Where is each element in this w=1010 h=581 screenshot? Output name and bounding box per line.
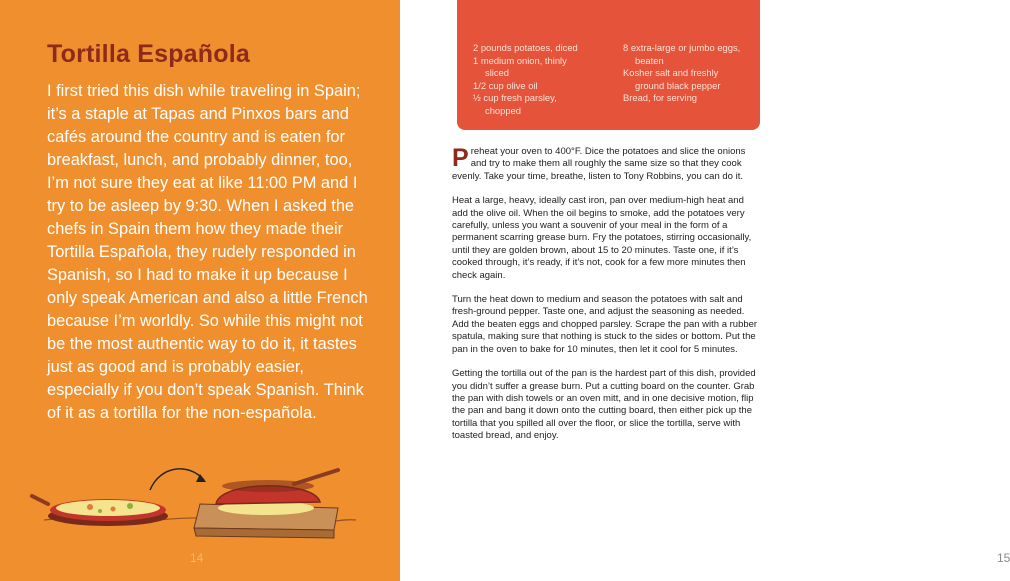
- page-number-right: 15: [997, 551, 1010, 565]
- ingredient-item: 2 pounds potatoes, diced: [473, 42, 578, 53]
- cutting-board-icon: [194, 501, 338, 538]
- recipe-title: Tortilla Española: [47, 40, 250, 68]
- method-text: [452, 146, 762, 455]
- method-paragraph-1: Preheat your oven to 400°F. Dice the potatoes and slice the onions and try to make them all roughly the same size so that they cook evenly. Take your time, breathe, listen to Tony Robbins, you can do it.: [452, 144, 746, 182]
- ingredient-item: ½ cup fresh parsley, chopped: [473, 92, 557, 116]
- right-page: [400, 0, 1010, 581]
- ingredient-item: 8 extra-large or jumbo eggs, beaten: [623, 42, 741, 66]
- pan-left-icon: [32, 496, 168, 526]
- ingredients-box: [457, 0, 760, 130]
- drop-cap: P: [452, 144, 469, 172]
- intro-text: I first tried this dish while traveling in Spain; it’s a staple at Tapas and Pinxos bars and cafés around the country and is eaten for breakfast, lunch, and probably dinner, too, I’m not sure they eat at like 11:00 PM and I try to be asleep by 9:30. When I asked the chefs in Spain them how they made their Tortilla Española, they rudely responded in Spanish, so I had to make it up because I only speak American and also a little French because I’m worldly. So while this might not be the most authentic way to do it, it tastes just as good and is probably easier, especially if you don’t speak Spanish. Think of it as a tortilla for the non-española.: [47, 82, 368, 422]
- frying-pan-flip-illustration: [38, 458, 358, 548]
- ingredient-item: Kosher salt and freshly ground black pepper: [623, 67, 721, 91]
- page-number-left: 14: [190, 551, 204, 565]
- method-paragraph-4: Getting the tortilla out of the pan is the hardest part of this dish, provided you didn’t suffer a grease burn. Put a cutting board on the counter. Grab the pan with dish towels or an oven mitt, and in one decisive motion, flip the pan and bang it down onto the cutting board, then either pick up the tortilla that you spilled all over the floor, or slice the tortilla, serve with toasted bread, and enjoy.: [452, 368, 756, 442]
- flip-arrow-icon: [150, 469, 204, 490]
- ingredient-item: Bread, for serving: [623, 92, 697, 104]
- method-paragraph-3: Turn the heat down to medium and season the potatoes with salt and fresh-ground pepper. Taste one, and adjust the seasoning as needed. Add the beaten eggs and chopped parsley. Scrape the pan with a rubber spatula, making sure that nothing is stuck to the sides or bottom. Put the pan in the oven to bake for 10 minutes, then let it cool for 5 minutes.: [452, 294, 758, 355]
- ingredients-column-2: [623, 42, 759, 105]
- left-page: [0, 0, 400, 581]
- ingredient-item: 1 medium onion, thinly sliced: [473, 54, 567, 79]
- ingredient-item: 1/2 cup olive oil: [473, 79, 538, 91]
- ingredients-column-1: [473, 42, 613, 118]
- method-paragraph-2: Heat a large, heavy, ideally cast iron, pan over medium-high heat and add the olive oil. When the oil begins to smoke, add the potatoes very carefully, unless you want a souvenir of your meal in the form of a permanent scarring grease burn. Fry the potatoes, stirring occasionally, until they are golden brown, about 15 to 20 minutes. Taste one, if it’s cooked through, it’s ready, if it’s not, cook for a few more minutes then check again.: [452, 195, 752, 281]
- pan-flipped-icon: [216, 470, 338, 504]
